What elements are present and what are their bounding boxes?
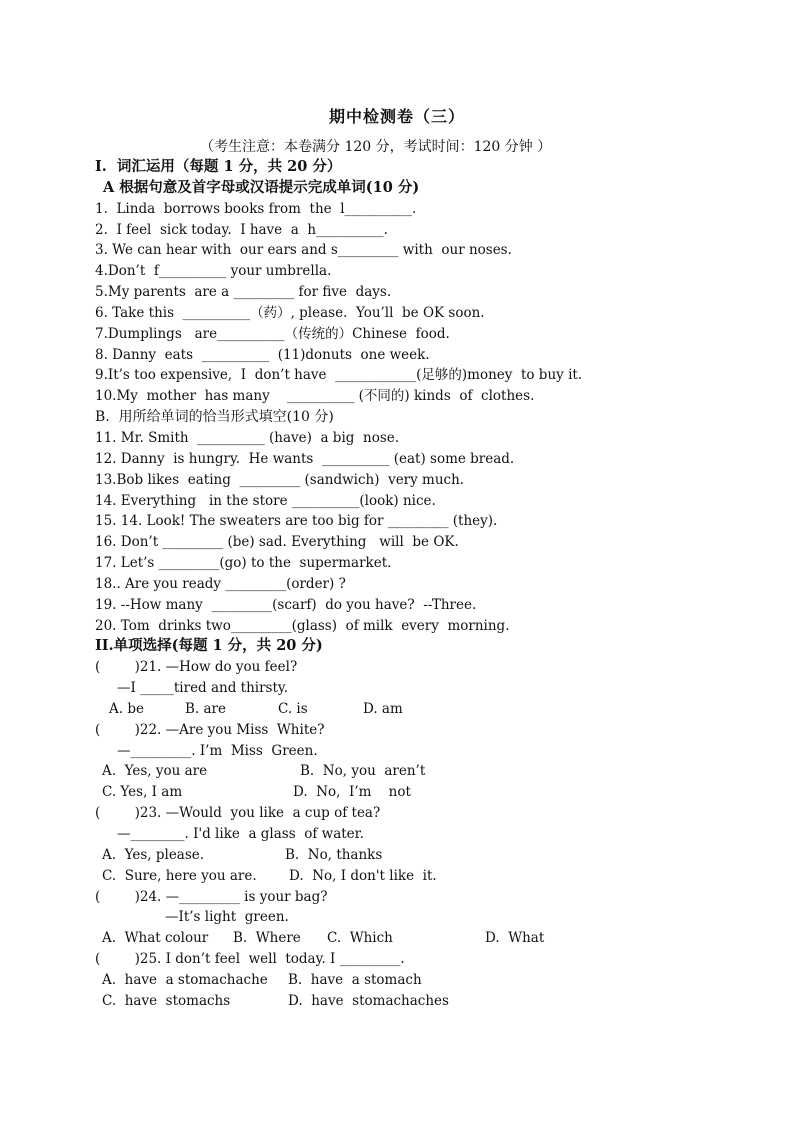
mc-options <box>95 761 715 782</box>
option-b: B. No, thanks <box>285 846 383 863</box>
question-3: 3. We can hear with our ears and s_________ with our noses. <box>95 242 512 259</box>
question-8: 8. Danny eats __________ (11)donuts one week. <box>95 346 430 363</box>
mc-stem: ( )22. —Are you Miss White? <box>95 721 325 738</box>
mc-options <box>95 699 715 720</box>
question-16: 16. Don’t _________ (be) sad. Everything will be OK. <box>95 534 459 551</box>
exam-notice: （考生注意：本卷满分 120 分，考试时间：120 分钟 ） <box>200 139 552 155</box>
mc-question-22 <box>95 720 715 803</box>
question-13: 13.Bob likes eating _________ (sandwich) very much. <box>95 471 465 488</box>
mc-answer-line: —It’s light green. <box>165 909 289 926</box>
partA-heading: A 根据句意及首字母或汉语提示完成单词(10 分) <box>103 178 420 196</box>
question-9: 9.It’s too expensive, I don’t have ____________(足够的)money to buy it. <box>95 367 583 384</box>
mc-options <box>95 845 715 866</box>
partA-list <box>95 199 715 407</box>
mc-options <box>95 991 715 1012</box>
question-11: 11. Mr. Smith __________ (have) a big nose. <box>95 429 400 446</box>
mc-answer-line: —_________. I’m Miss Green. <box>117 742 318 759</box>
section2-heading: II.单项选择(每题 1 分，共 20 分) <box>95 637 323 655</box>
option-d: D. No, I don't like it. <box>289 867 437 884</box>
mc-question-24 <box>95 887 715 950</box>
question-12: 12. Danny is hungry. He wants __________ (eat) some bread. <box>95 450 515 467</box>
question-17: 17. Let’s _________(go) to the supermarket. <box>95 555 392 572</box>
mc-options <box>95 866 715 887</box>
option-c: C. have stomachs <box>102 992 231 1009</box>
option-a: A. Yes, please. <box>102 846 205 863</box>
option-d: D. am <box>363 700 403 717</box>
question-18: 18.. Are you ready _________(order) ? <box>95 575 346 592</box>
option-b: B. Where <box>233 930 301 947</box>
exam-content <box>95 157 715 1012</box>
mc-stem: ( )24. —_________ is your bag? <box>95 888 328 905</box>
partB-list <box>95 428 715 636</box>
mc-question-21 <box>95 657 715 720</box>
mc-stem: ( )23. —Would you like a cup of tea? <box>95 805 381 822</box>
mc-options <box>95 970 715 991</box>
mc-options <box>95 782 715 803</box>
question-5: 5.My parents are a _________ for five days. <box>95 284 392 301</box>
option-c: C. Yes, I am <box>102 784 183 801</box>
mc-answer-line: —________. I'd like a glass of water. <box>117 826 364 842</box>
question-6: 6. Take this __________（药）, please. You’ll be OK soon. <box>95 304 485 321</box>
question-15: 15. 14. Look! The sweaters are too big for _________ (they). <box>95 513 498 530</box>
partB-heading: B. 用所给单词的恰当形式填空(10 分) <box>95 409 334 426</box>
question-2: 2. I feel sick today. I have a h__________. <box>95 221 388 238</box>
option-a: A. be <box>109 700 144 717</box>
question-4: 4.Don’t f__________ your umbrella. <box>95 263 332 280</box>
option-a: A. Yes, you are <box>102 763 208 780</box>
option-a: A. have a stomachache <box>102 971 268 988</box>
page-title: 期中检测卷（三） <box>328 107 465 126</box>
option-a: A. What colour <box>102 930 209 947</box>
option-c: C. Which <box>327 930 393 947</box>
option-c: C. is <box>278 700 308 717</box>
option-b: B. No, you aren’t <box>300 763 426 780</box>
mc-answer-line: —I _____tired and thirsty. <box>117 680 289 697</box>
option-b: B. have a stomach <box>288 971 422 988</box>
option-d: D. have stomachaches <box>288 992 449 1009</box>
mc-question-25 <box>95 949 715 1012</box>
option-c: C. Sure, here you are. <box>102 867 257 884</box>
question-10: 10.My mother has many __________ (不同的) kinds of clothes. <box>95 388 535 405</box>
question-1: 1. Linda borrows books from the l__________. <box>95 200 417 217</box>
mc-stem: ( )21. —How do you feel? <box>95 659 298 676</box>
mc-stem: ( )25. I don’t feel well today. I _________. <box>95 951 405 968</box>
question-20: 20. Tom drinks two_________(glass) of milk every morning. <box>95 617 510 634</box>
question-7: 7.Dumplings are__________（传统的）Chinese food. <box>95 325 450 342</box>
option-d: D. What <box>485 930 545 947</box>
section1-heading: I. 词汇运用（每题 1 分，共 20 分） <box>95 158 342 175</box>
option-d: D. No, I’m not <box>293 784 411 801</box>
mc-options <box>95 928 715 949</box>
question-14: 14. Everything in the store __________(look) nice. <box>95 492 436 509</box>
mc-question-23 <box>95 803 715 886</box>
option-b: B. are <box>185 700 226 717</box>
question-19: 19. --How many _________(scarf) do you have? --Three. <box>95 596 477 613</box>
